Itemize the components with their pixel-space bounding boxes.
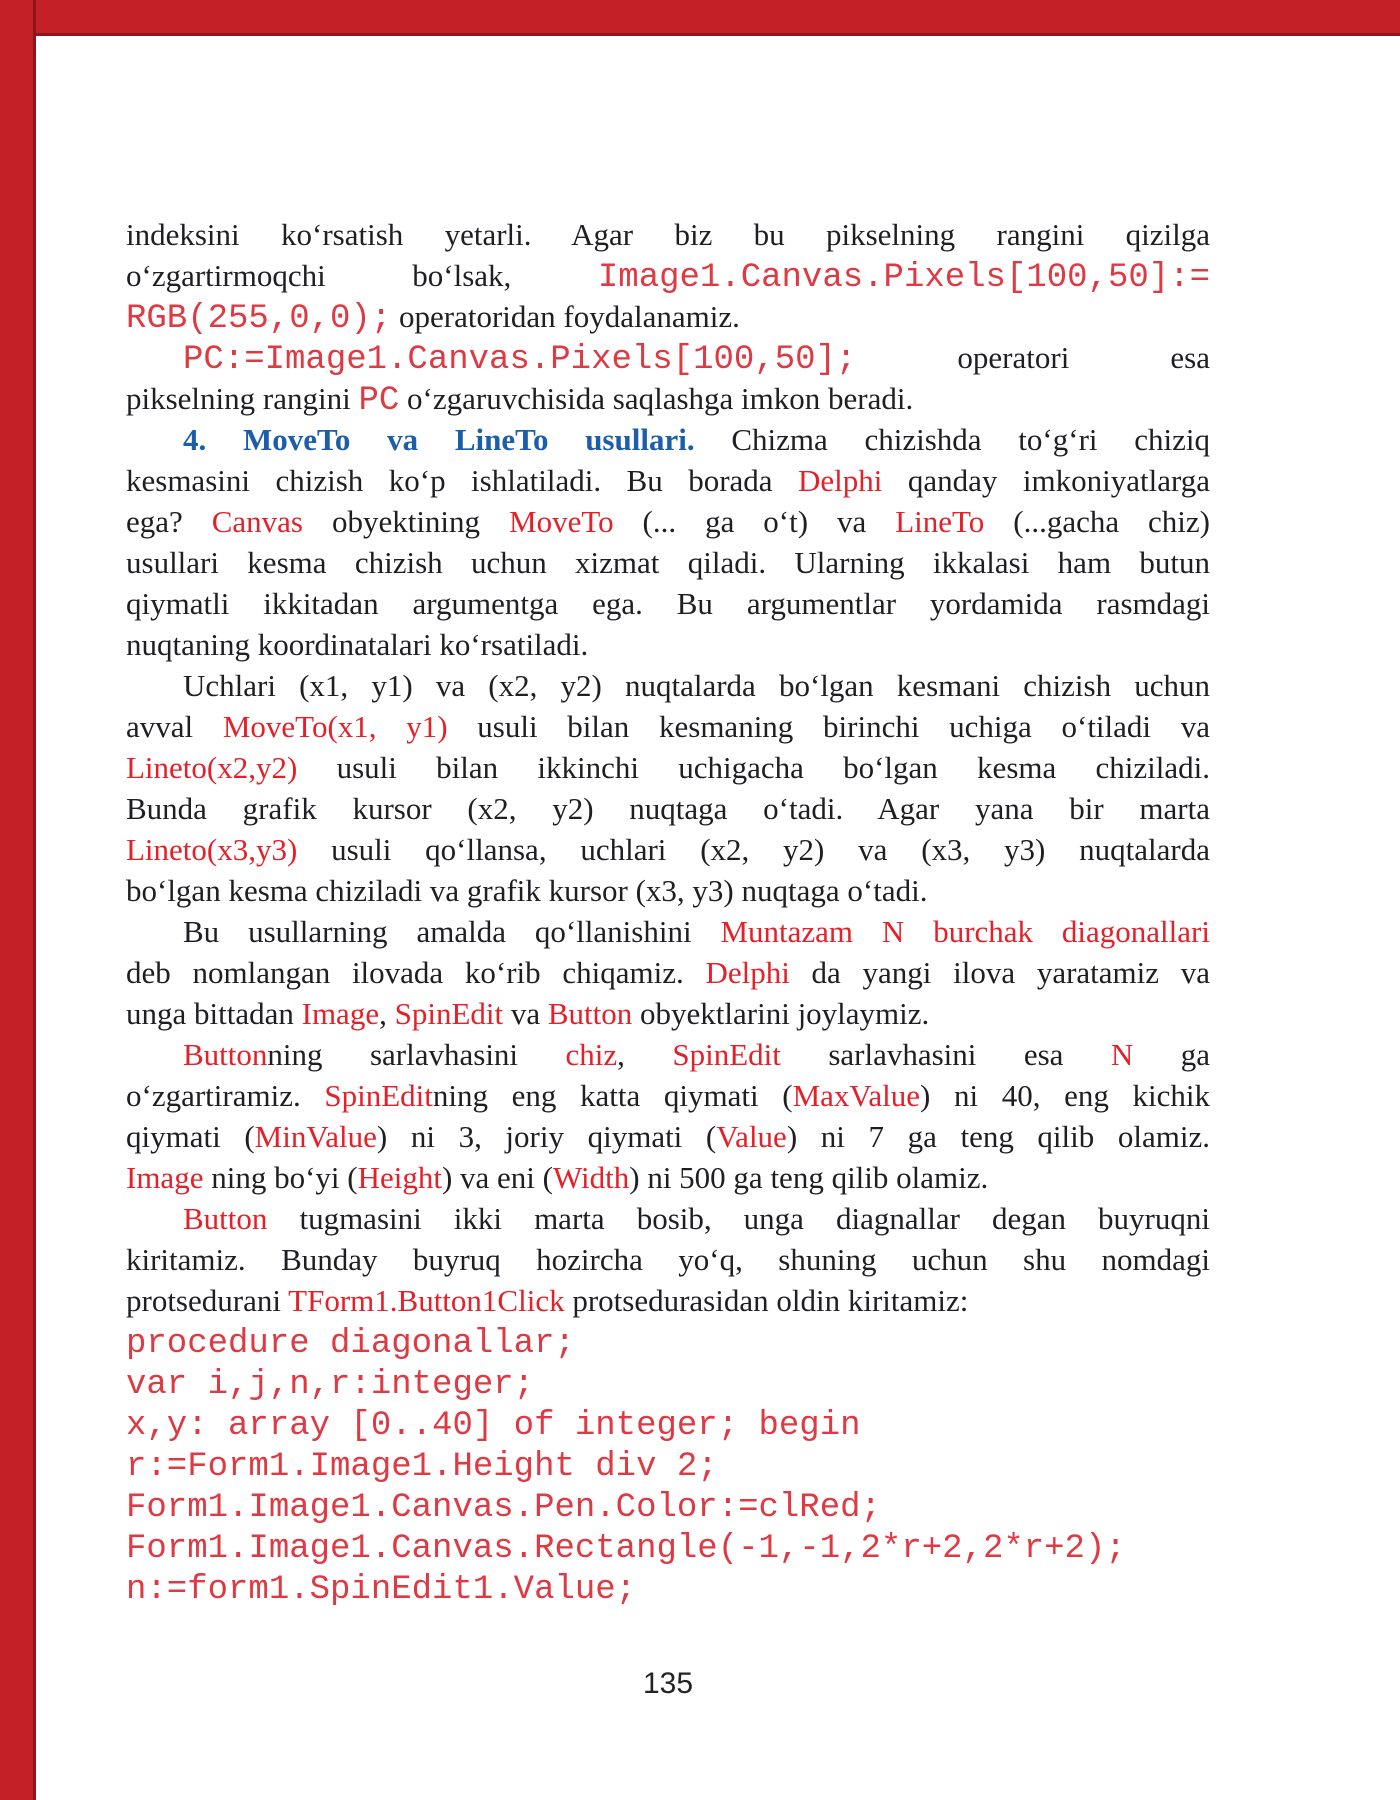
keyword-span: Image — [301, 996, 380, 1031]
keyword-span: TForm1.Button1Click — [288, 1283, 565, 1318]
keyword-span: Image — [126, 1160, 204, 1195]
text-span: bo‘lgan kesma chiziladi va grafik kursor (x3, y3) nuqtaga o‘tadi. — [126, 873, 928, 908]
text-block — [126, 214, 1210, 1608]
keyword-span: LineTo — [895, 504, 985, 539]
keyword-span: chiz — [565, 1037, 618, 1072]
code-span: PC — [358, 382, 400, 419]
text-span: Chizma chizishda to‘g‘ri chiziq — [694, 422, 1210, 457]
keyword-span: Button — [183, 1201, 268, 1236]
text-line — [126, 952, 1210, 993]
text-line — [126, 460, 1210, 501]
keyword-span: MinValue — [254, 1119, 377, 1154]
text-span: usullari kesma chizish uchun xizmat qiladi. Ularning ikkalasi ham butun — [126, 545, 1210, 580]
text-span: avval — [126, 709, 223, 744]
text-span: va — [503, 996, 548, 1031]
page-number: 135 — [642, 1667, 694, 1700]
keyword-span: Delphi — [798, 463, 883, 498]
text-line — [126, 747, 1210, 788]
keyword-span: MaxValue — [792, 1078, 920, 1113]
keyword-span: SpinEdit — [672, 1037, 781, 1072]
text-line — [126, 1321, 1210, 1362]
code-span: RGB(255,0,0); — [126, 300, 392, 337]
book-edge-top — [0, 0, 1400, 36]
text-span: usuli bilan ikkinchi uchigacha bo‘lgan kesma chiziladi. — [297, 750, 1210, 785]
text-span: sarlavhasini esa — [780, 1037, 1111, 1072]
text-span: , — [379, 996, 395, 1031]
code-span: PC:=Image1.Canvas.Pixels[100,50]; — [183, 341, 857, 378]
text-span: operatoridan foydalanamiz. — [391, 299, 740, 334]
text-span: ) ni 7 ga teng qilib olamiz. — [786, 1119, 1210, 1154]
text-line — [126, 378, 1210, 419]
text-span: ) va eni ( — [441, 1160, 553, 1195]
text-span: qiymati ( — [126, 1119, 255, 1154]
text-span: deb nomlangan ilovada ko‘rib chiqamiz. — [126, 955, 706, 990]
text-line — [126, 665, 1210, 706]
code-span: procedure diagonallar; — [126, 1325, 575, 1362]
text-span: qiymatli ikkitadan argumentga ega. Bu argumentlar yordamida rasmdagi — [126, 586, 1210, 621]
text-line — [126, 1239, 1210, 1280]
text-line — [126, 1075, 1210, 1116]
text-span: ning eng katta qiymati ( — [432, 1078, 793, 1113]
text-line — [126, 624, 1210, 665]
code-span: var i,j,n,r:integer; — [126, 1366, 535, 1403]
text-line — [126, 911, 1210, 952]
book-edge-left — [0, 0, 36, 1800]
keyword-span: MoveTo(x1, y1) — [222, 709, 448, 744]
text-line — [126, 1116, 1210, 1157]
code-span: Form1.Image1.Canvas.Rectangle(-1,-1,2*r+2,2*r+2); — [126, 1530, 1126, 1567]
text-line — [126, 1198, 1210, 1239]
text-span: kesmasini chizish ko‘p ishlatiladi. Bu borada — [126, 463, 799, 498]
text-line — [126, 1444, 1210, 1485]
text-span: obyektlarini joylaymiz. — [632, 996, 930, 1031]
text-span: Bunda grafik kursor (x2, y2) nuqtaga o‘tadi. Agar yana bir marta — [126, 791, 1210, 826]
text-span: ) ni 40, eng kichik — [920, 1078, 1210, 1113]
keyword-span: Height — [357, 1160, 442, 1195]
text-line — [126, 1526, 1210, 1567]
text-span: operatori esa — [856, 340, 1210, 375]
keyword-span: Button — [547, 996, 633, 1031]
text-span: da yangi ilova yaratamiz va — [789, 955, 1210, 990]
text-line — [126, 296, 1210, 337]
text-span: qanday imkoniyatlarga — [882, 463, 1210, 498]
text-span: Uchlari (x1, y1) va (x2, y2) nuqtalarda bo‘lgan kesmani chizish uchun — [183, 668, 1210, 703]
text-span: kiritamiz. Bunday buyruq hozircha yo‘q, shuning uchun shu nomdagi — [126, 1242, 1210, 1277]
text-line — [126, 501, 1210, 542]
text-span: usuli bilan kesmaning birinchi uchiga o‘tiladi va — [447, 709, 1210, 744]
text-line — [126, 1280, 1210, 1321]
keyword-span: MoveTo — [509, 504, 614, 539]
text-span: pikselning rangini — [126, 381, 359, 416]
text-line — [126, 1567, 1210, 1608]
text-span: nuqtaning koordinatalari ko‘rsatiladi. — [126, 627, 589, 662]
text-line — [126, 1157, 1210, 1198]
code-span: Form1.Image1.Canvas.Pen.Color:=clRed; — [126, 1489, 881, 1526]
text-span: usuli qo‘llansa, uchlari (x2, y2) va (x3, y3) nuqtalarda — [297, 832, 1210, 867]
keyword-span: SpinEdit — [324, 1078, 433, 1113]
text-span: obyektining — [303, 504, 509, 539]
text-span: o‘zgartiramiz. — [126, 1078, 325, 1113]
text-line — [126, 788, 1210, 829]
keyword-span: Width — [553, 1160, 630, 1195]
text-span: ning sarlavhasini — [267, 1037, 566, 1072]
text-line — [126, 870, 1210, 911]
keyword-span: Muntazam N burchak diagonallari — [720, 914, 1210, 949]
text-line — [126, 255, 1210, 296]
text-line — [126, 706, 1210, 747]
text-span: unga bittadan — [126, 996, 302, 1031]
text-line — [126, 1362, 1210, 1403]
keyword-span: Canvas — [211, 504, 303, 539]
code-span: n:=form1.SpinEdit1.Value; — [126, 1571, 637, 1608]
keyword-span: Value — [716, 1119, 787, 1154]
text-line — [126, 419, 1210, 460]
text-span: tugmasini ikki marta bosib, unga diagnallar degan buyruqni — [267, 1201, 1210, 1236]
text-line — [126, 829, 1210, 870]
text-span: ) ni 3, joriy qiymati ( — [376, 1119, 717, 1154]
code-span: Image1.Canvas.Pixels[100,50]:= — [597, 259, 1210, 296]
keyword-span: Delphi — [705, 955, 790, 990]
text-span: (...gacha chiz) — [984, 504, 1210, 539]
text-span: o‘zgartirmoqchi bo‘lsak, — [126, 258, 598, 293]
text-span: protsedurasidan oldin kiritamiz: — [564, 1283, 969, 1318]
code-span: r:=Form1.Image1.Height div 2; — [126, 1448, 718, 1485]
code-span: x,y: array [0..40] of integer; begin — [126, 1407, 861, 1444]
text-line — [126, 1485, 1210, 1526]
text-line — [126, 1403, 1210, 1444]
text-span: ) ni 500 ga teng qilib olamiz. — [629, 1160, 989, 1195]
text-span: protsedurani — [126, 1283, 289, 1318]
text-span: ga — [1133, 1037, 1210, 1072]
keyword-span: Lineto(x3,y3) — [126, 832, 298, 867]
keyword-span: Button — [183, 1037, 268, 1072]
section-heading: 4. MoveTo va LineTo usullari. — [183, 422, 695, 457]
text-span: o‘zgaruvchisida saqlashga imkon beradi. — [399, 381, 914, 416]
text-line — [126, 337, 1210, 378]
text-span: indeksini ko‘rsatish yetarli. Agar biz bu pikselning rangini qizilga — [126, 217, 1210, 252]
keyword-span: N — [1110, 1037, 1134, 1072]
text-line — [126, 583, 1210, 624]
text-line — [126, 993, 1210, 1034]
keyword-span: SpinEdit — [394, 996, 504, 1031]
text-span: Bu usullarning amalda qo‘llanishini — [183, 914, 721, 949]
text-line — [126, 214, 1210, 255]
text-span: (... ga o‘t) va — [613, 504, 896, 539]
text-span: , — [617, 1037, 673, 1072]
text-line — [126, 1034, 1210, 1075]
keyword-span: Lineto(x2,y2) — [126, 750, 298, 785]
text-line — [126, 542, 1210, 583]
text-span: ega? — [126, 504, 212, 539]
text-span: ning bo‘yi ( — [203, 1160, 358, 1195]
